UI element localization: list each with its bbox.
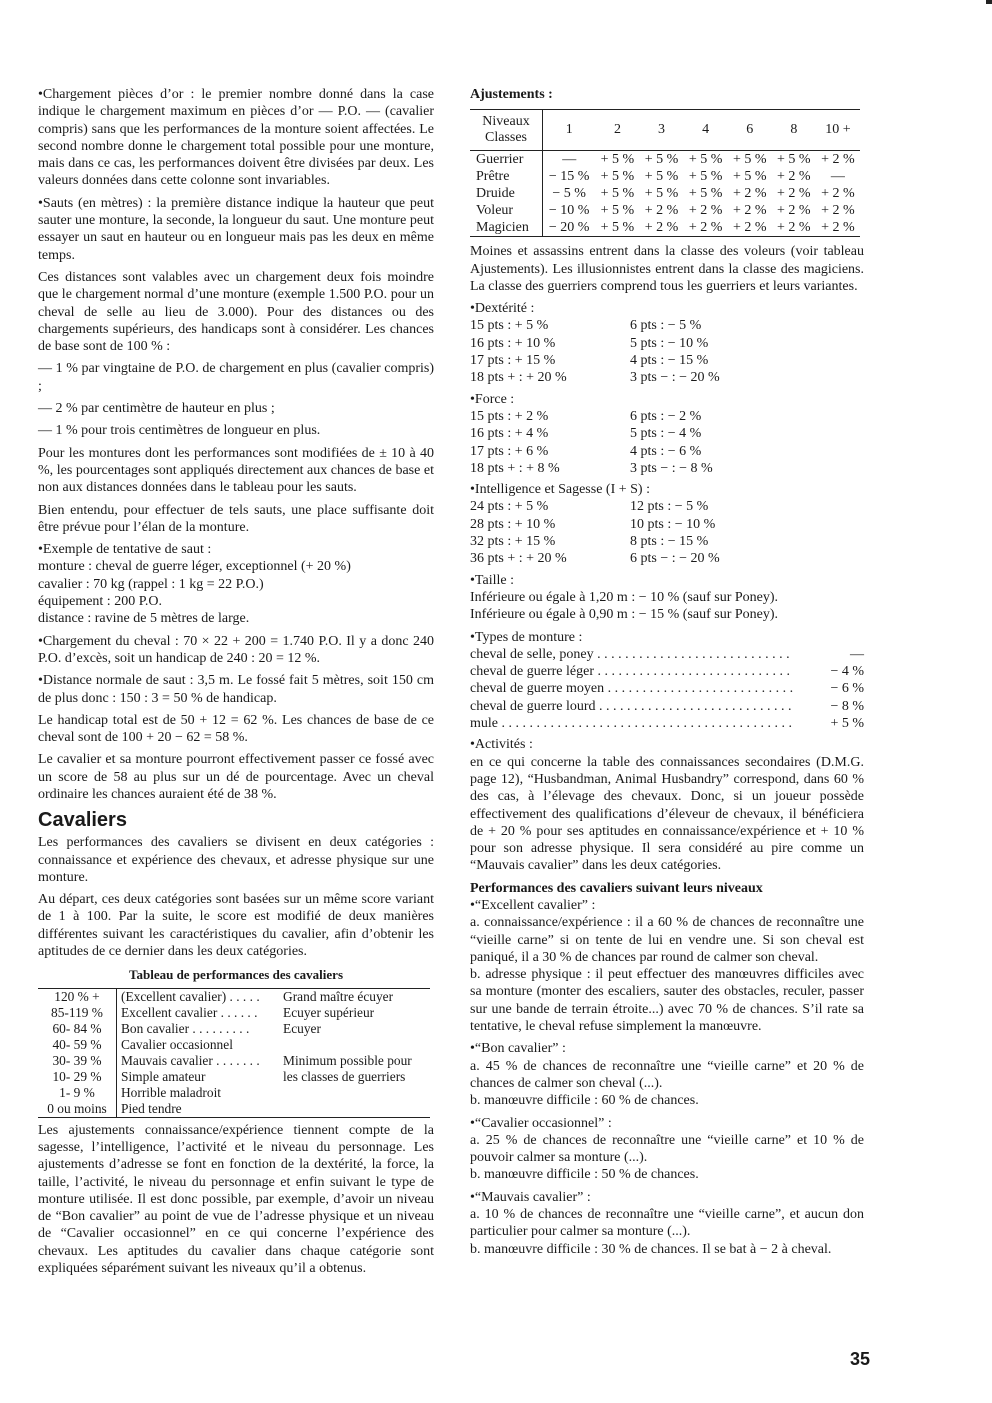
- para-distances: Ces distances sont valables avec un chargement deux fois moindre que le chargement normal d’une monture (exemple 1.500 P.O. pour un cheval de selle au lieu de 3.000). Pour des distances ou des chargements supérieurs, des handicaps sont à considérer. Les chances de base sont de 100 % :: [38, 269, 434, 355]
- perf-label: Mauvais cavalier . . . . . . .: [121, 1052, 260, 1068]
- adj-value: + 5 %: [644, 186, 679, 202]
- bon-title: • “Bon cavalier” :: [470, 1040, 864, 1057]
- adj-value: − 5 %: [552, 186, 586, 202]
- adj-value: − 15 %: [548, 169, 590, 185]
- dex-bonus: 16 pts : + 10 %: [470, 335, 556, 351]
- table-row: [470, 151, 860, 169]
- adjustments-title: Ajustements :: [470, 87, 553, 102]
- para-handicap-total: Le handicap total est de 50 + 12 = 62 %. Les chances de base de ce cheval sont de 100 + 20 − 62 = 58 %.: [38, 712, 434, 746]
- perf-label: Horrible maladroit: [121, 1084, 222, 1100]
- perf-score: 40- 59 %: [38, 1037, 117, 1053]
- para-score: Au départ, ces deux catégories sont basées sur un même score variant de 1 à 100. Par la suite, le score est modifié de deux manières différentes suivant les caractéristiques du cavalier, afin d’obtenir les aptitudes de ce dernier dans les deux catégories.: [38, 892, 434, 960]
- adj-class: Druide: [470, 185, 543, 202]
- table-row: [38, 1053, 430, 1069]
- perf-label: Bon cavalier . . . . . . . . .: [121, 1020, 250, 1036]
- adj-value: + 5 %: [600, 203, 635, 219]
- adj-level-header: 4: [684, 110, 728, 151]
- example-title: • Exemple de tentative de saut :: [38, 541, 434, 558]
- perf-title: Grand maître écuyer: [283, 988, 394, 1004]
- force-malus: 6 pts : − 2 %: [630, 408, 702, 424]
- adj-value: − 20 %: [548, 220, 590, 236]
- perf-score: 30- 39 %: [38, 1053, 117, 1069]
- mount-type-label: cheval de guerre lourd . . . . . . . . . . . . . . . . . . . . . . . . . . . .: [470, 698, 792, 714]
- para-conclusion: Le cavalier et sa monture pourront effectivement passer ce fossé avec un score de 58 au plus sur un dé de pourcentage. Avec un cheval ordinaire les chances auraient été de 38 %.: [38, 752, 434, 802]
- mount-type-label: cheval de selle, poney . . . . . . . . . . . . . . . . . . . . . . . . . . . .: [470, 646, 790, 662]
- adj-value: + 2 %: [644, 203, 679, 219]
- dex-malus: 5 pts : − 10 %: [630, 335, 709, 351]
- perf-score: 120 % +: [38, 988, 117, 1005]
- corner-mark: [986, 0, 992, 4]
- int-bonus: 32 pts : + 15 %: [470, 534, 556, 550]
- perf-title: [279, 1101, 430, 1118]
- adj-value: − 10 %: [548, 203, 590, 219]
- example-line-2: cavalier : 70 kg (rappel : 1 kg = 22 P.O.): [38, 576, 264, 592]
- adj-value: + 2 %: [821, 152, 855, 168]
- perf-label: (Excellent cavalier) . . . . .: [121, 988, 260, 1004]
- force-bonus: 18 pts + : + 8 %: [470, 460, 560, 476]
- adj-level-header: 1: [543, 110, 596, 151]
- int-malus: 6 pts − : − 20 %: [630, 551, 720, 567]
- table-row: [38, 988, 430, 1005]
- int-malus: 10 pts : − 10 %: [630, 516, 716, 532]
- force-malus: 3 pts − : − 8 %: [630, 460, 713, 476]
- para-ajustements-explication: Les ajustements connaissance/expérience tiennent compte de la sagesse, l’intelligence, l’activité et le niveau du personnage. Les ajustements d’adresse se font en fonction de la dextérité, la force, la taille, l’activité, le niveau du personnage et enfin suivant le type de monture utilisée. Il est donc possible, par exemple, d’avoir un niveau de “Bon cavalier” au point de vue de l’adresse physique et un niveau de “Cavalier occasionnel” en ce qui concerne l’expérience des chevaux. Les aptitudes du cavalier dans chaque catégorie sont expliquées séparément suivant les niveaux qu’il a obtenus.: [38, 1122, 434, 1277]
- int-bonus: 24 pts : + 5 %: [470, 499, 549, 515]
- adj-value: —: [562, 152, 577, 168]
- para-activites: en ce qui concerne la table des connaissances secondaires (D.M.G. page 12), “Husbandman, Animal Husbandry” correspond, dans 60 % des cas, à l’élevage des chevaux. Donc, si un joueur possède effectivement des qualifications d’éleveur de chevaux, il bénéficiera de + 20 % pour ses aptitudes en connaissance/expérience et + 10 % pour son adresse physique. Il sera considéré au pire comme un “Mauvais cavalier” dans les deux catégories.: [470, 754, 864, 874]
- adj-value: + 2 %: [732, 220, 767, 236]
- right-column: [470, 86, 864, 1258]
- adj-value: + 5 %: [688, 186, 723, 202]
- intelligence-title: • Intelligence et Sagesse (I + S) :: [470, 481, 864, 498]
- table-row: [470, 168, 860, 185]
- example-line-3: équipement : 200 P.O.: [38, 594, 163, 610]
- table-row: [38, 1085, 430, 1101]
- adj-value: + 5 %: [600, 169, 635, 185]
- example-line-1: monture : cheval de guerre léger, exceptionnel (+ 20 %): [38, 559, 351, 575]
- perf-label: Cavalier occasionnel: [121, 1036, 233, 1052]
- bon-a: a. 45 % de chances de reconnaître une “vieille carne” et 20 % de chances de calmer son cheval (...).: [470, 1058, 864, 1091]
- table-row: [470, 185, 860, 202]
- adj-value: + 2 %: [821, 220, 855, 236]
- adj-value: + 2 %: [777, 203, 811, 219]
- mount-type-value: − 8 %: [830, 698, 864, 714]
- para-distance-saut: • Distance normale de saut : 3,5 m. Le fossé fait 5 mètres, soit 150 cm de plus donc : 150 : 3 = 50 % de handicap.: [38, 672, 434, 707]
- adjustments-table: [470, 109, 860, 237]
- para-moines: Moines et assassins entrent dans la classe des voleurs (voir tableau Ajustements). Les illusionnistes entrent dans la classe des magiciens. La classe des guerriers comprend tous les guerriers et leurs variantes.: [470, 244, 864, 294]
- adj-class: Voleur: [470, 202, 543, 219]
- adj-value: + 2 %: [777, 169, 811, 185]
- adj-value: + 5 %: [732, 169, 767, 185]
- perf-score: 60- 84 %: [38, 1021, 117, 1037]
- bon-b: b. manœuvre difficile : 60 % de chances.: [470, 1093, 699, 1109]
- force-malus: 4 pts : − 6 %: [630, 443, 702, 459]
- taille-title: • Taille :: [470, 572, 864, 589]
- dex-bonus: 18 pts + : + 20 %: [470, 370, 567, 386]
- dex-malus: 4 pts : − 15 %: [630, 353, 709, 369]
- dexterite-list: [470, 317, 864, 386]
- perf-label: Excellent cavalier . . . . . .: [121, 1004, 258, 1020]
- int-bonus: 36 pts + : + 20 %: [470, 551, 567, 567]
- adj-value: + 2 %: [732, 186, 767, 202]
- occasionnel-title: • “Cavalier occasionnel” :: [470, 1115, 864, 1132]
- taille-line-2: Inférieure ou égale à 0,90 m : − 15 % (sauf sur Poney).: [470, 607, 779, 623]
- table-row: [38, 1021, 430, 1037]
- adj-value: + 2 %: [688, 220, 723, 236]
- adj-value: + 5 %: [644, 152, 679, 168]
- adj-value: + 5 %: [600, 220, 635, 236]
- adj-value: + 5 %: [688, 152, 723, 168]
- perf-title: Ecuyer supérieur: [283, 1004, 375, 1020]
- occasionnel-a: a. 25 % de chances de reconnaître une “vieille carne” et 10 % de pouvoir calmer sa monture (...).: [470, 1132, 864, 1166]
- table-caption: Tableau de performances des cavaliers: [129, 967, 343, 983]
- excellent-a: a. connaissance/expérience : il a 60 % de chances de reconnaître une “vieille carne” si on tente de lui en vendre une. Si son cheval est paniqué, il a 30 % de chances par round de calmer son cheval.: [470, 915, 864, 965]
- para-sauts: • Sauts (en mètres) : la première distance indique la hauteur que peut sauter une monture, la seconde, la longueur du saut. Une monture peut essayer un saut en hauteur ou en longueur mais pas les deux en même temps.: [38, 195, 434, 264]
- perf-score: 0 ou moins: [38, 1101, 117, 1118]
- mauvais-title: • “Mauvais cavalier” :: [470, 1189, 864, 1206]
- force-list: [470, 408, 864, 477]
- para-elan: Bien entendu, pour effectuer de tels sauts, une place suffisante doit être prévue pour l’élan de la monture.: [38, 502, 434, 535]
- force-title: • Force :: [470, 391, 864, 408]
- table-row: [38, 1069, 430, 1085]
- perf-title: les classes de guerriers: [283, 1068, 406, 1084]
- table-row: [470, 219, 860, 237]
- adj-value: + 2 %: [821, 203, 855, 219]
- perf-title: [279, 1037, 430, 1053]
- adj-class: Guerrier: [470, 151, 543, 169]
- dash-item-1: — 1 % par vingtaine de P.O. de chargement en plus (cavalier compris) ;: [38, 361, 434, 394]
- dex-malus: 3 pts − : − 20 %: [630, 370, 720, 386]
- mount-type-value: + 5 %: [830, 716, 864, 732]
- force-bonus: 17 pts : + 6 %: [470, 443, 549, 459]
- table-row: [38, 1037, 430, 1053]
- mount-type-value: − 6 %: [830, 681, 864, 697]
- perf-score: 10- 29 %: [38, 1069, 117, 1085]
- para-montures: Pour les montures dont les performances sont modifiées de ± 10 à 40 %, les pourcentages sont appliqués directement aux chances de base et non aux distances données dans le tableau pour les sauts.: [38, 445, 434, 496]
- intelligence-list: [470, 498, 864, 567]
- occasionnel-b: b. manœuvre difficile : 50 % de chances.: [470, 1167, 699, 1183]
- para-chargement: • Chargement pièces d’or : le premier nombre donné dans la case indique le chargement maximum en pièces d’or — P.O. — (cavalier compris) sans que les performances de la monture soient affectées. Le second nombre donne le chargement total possible pour une monture, mais dans ce cas, les performances doivent être divisées par deux. Les valeurs données dans cette colonne sont invariables.: [38, 86, 434, 190]
- performances-title: Performances des cavaliers suivant leurs niveaux: [470, 880, 763, 896]
- para-chargement-cheval: • Chargement du cheval : 70 × 22 + 200 = 1.740 P.O. Il y a donc 240 P.O. d’excès, soit un handicap de 240 : 20 = 12 %.: [38, 633, 434, 668]
- adj-value: —: [830, 169, 845, 185]
- excellent-b: b. adresse physique : il peut effectuer des manœuvres difficiles avec sa monture (monter des escaliers, sauter des obstacles, reculer, passer sur une bande de terrain étroite...) avec 70 % de chances. S’il rate sa tentative, le cheval refuse simplement la manœuvre.: [470, 967, 864, 1035]
- force-bonus: 15 pts : + 2 %: [470, 408, 549, 424]
- adj-class: Prêtre: [470, 168, 543, 185]
- mount-type-value: − 4 %: [830, 664, 864, 680]
- heading-cavaliers: Cavaliers: [38, 809, 127, 832]
- adj-level-header: 2: [595, 110, 639, 151]
- table-row: [470, 202, 860, 219]
- perf-label: Simple amateur: [121, 1068, 206, 1084]
- performance-table: [38, 988, 430, 1118]
- types-list: [470, 646, 864, 732]
- int-bonus: 28 pts : + 10 %: [470, 516, 556, 532]
- dex-malus: 6 pts : − 5 %: [630, 318, 702, 334]
- perf-score: 85-119 %: [38, 1005, 117, 1021]
- perf-score: 1- 9 %: [38, 1085, 117, 1101]
- table-row: [38, 1101, 430, 1118]
- adj-value: + 5 %: [688, 169, 723, 185]
- force-malus: 5 pts : − 4 %: [630, 426, 702, 442]
- adj-value: + 5 %: [644, 169, 679, 185]
- adj-level-header: 10 +: [816, 110, 860, 151]
- dexterite-title: • Dextérité :: [470, 300, 864, 317]
- adj-value: + 2 %: [777, 186, 811, 202]
- para-categories: Les performances des cavaliers se divisent en deux catégories : connaissance et expérience des chevaux, et adresse physique sur une monture.: [38, 835, 434, 885]
- adj-value: + 5 %: [600, 186, 635, 202]
- types-title: • Types de monture :: [470, 629, 864, 646]
- dash-item-3: — 1 % pour trois centimètres de longueur en plus.: [38, 423, 321, 439]
- perf-title: Minimum possible pour: [283, 1052, 412, 1068]
- adj-value: + 5 %: [600, 152, 635, 168]
- adj-class: Magicien: [470, 219, 543, 237]
- excellent-title: • “Excellent cavalier” :: [470, 897, 864, 914]
- left-column: [38, 86, 434, 1282]
- adj-value: + 2 %: [644, 220, 679, 236]
- force-bonus: 16 pts : + 4 %: [470, 426, 549, 442]
- adj-value: + 2 %: [688, 203, 723, 219]
- mount-type-label: cheval de guerre moyen . . . . . . . . . . . . . . . . . . . . . . . . . . .: [470, 681, 794, 697]
- dash-item-2: — 2 % par centimètre de hauteur en plus ;: [38, 401, 275, 417]
- adj-level-header: 3: [639, 110, 683, 151]
- taille-line-1: Inférieure ou égale à 1,20 m : − 10 % (sauf sur Poney).: [470, 589, 779, 605]
- dex-bonus: 15 pts : + 5 %: [470, 318, 549, 334]
- mount-type-label: cheval de guerre léger . . . . . . . . . . . . . . . . . . . . . . . . . . . .: [470, 664, 790, 680]
- adj-header-label: Niveaux Classes: [470, 110, 543, 151]
- adj-level-header: 6: [728, 110, 772, 151]
- mauvais-a: a. 10 % de chances de reconnaître une “vieille carne”, et aucun don particulier pour calmer sa monture (...).: [470, 1207, 864, 1240]
- table-row: [38, 1005, 430, 1021]
- adj-level-header: 8: [772, 110, 816, 151]
- mount-type-label: mule . . . . . . . . . . . . . . . . . . . . . . . . . . . . . . . . . . . . . . . . . .: [470, 716, 792, 732]
- perf-label: Pied tendre: [121, 1100, 182, 1116]
- perf-title: [279, 1085, 430, 1101]
- adj-value: + 2 %: [821, 186, 855, 202]
- page-number: 35: [850, 1349, 871, 1369]
- int-malus: 8 pts : − 15 %: [630, 534, 709, 550]
- perf-title: Ecuyer: [283, 1020, 321, 1036]
- mount-type-value: —: [850, 646, 864, 662]
- int-malus: 12 pts : − 5 %: [630, 499, 709, 515]
- adj-value: + 5 %: [777, 152, 811, 168]
- adj-value: + 2 %: [777, 220, 811, 236]
- dex-bonus: 17 pts : + 15 %: [470, 353, 556, 369]
- adj-value: + 5 %: [732, 152, 767, 168]
- mauvais-b: b. manœuvre difficile : 30 % de chances. Il se bat à − 2 à cheval.: [470, 1241, 832, 1257]
- example-line-4: distance : ravine de 5 mètres de large.: [38, 611, 250, 627]
- activites-title: • Activités :: [470, 736, 864, 753]
- adj-value: + 2 %: [732, 203, 767, 219]
